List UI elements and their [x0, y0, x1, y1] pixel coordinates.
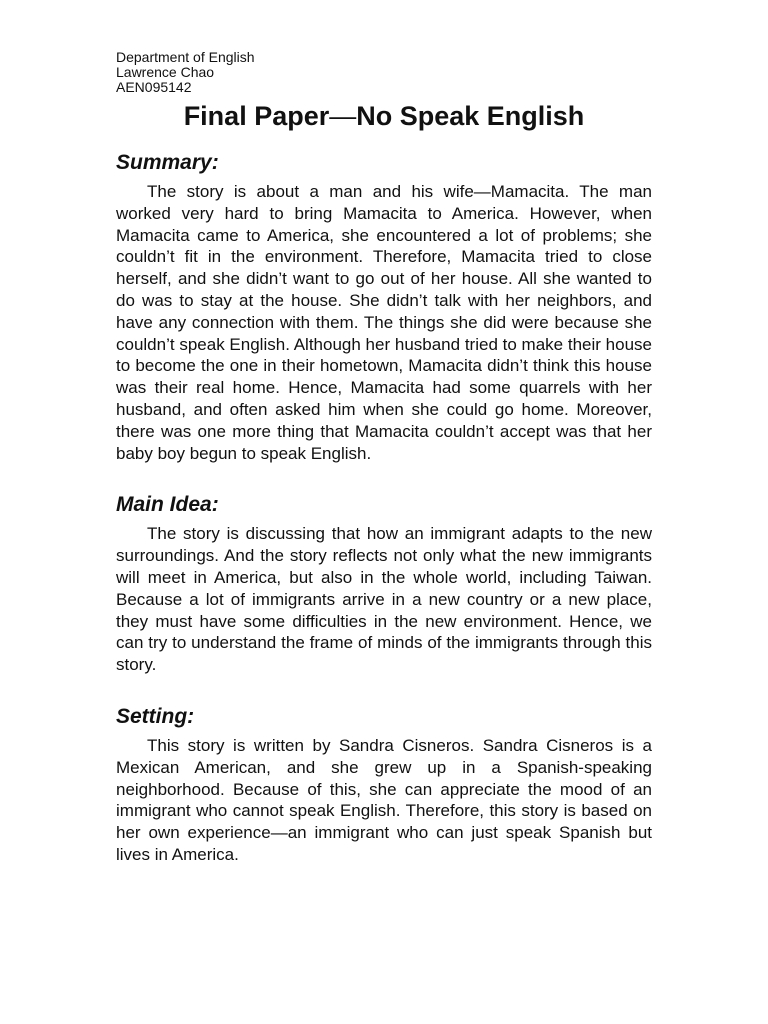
page-title: [116, 99, 652, 133]
author-name: Lawrence Chao: [116, 64, 215, 80]
main-idea-heading: Main Idea:: [116, 493, 219, 517]
summary-paragraph: The story is about a man and his wife—Mamacita. The man worked very hard to bring Mamacita to America. However, when Mamacita came to America, she encountered a lot of problems; she couldn’t fit in the environment. Therefore, Mamacita tried to close herself, and she didn’t want to go out of her house. All she wanted to do was to stay at the house. She didn’t talk with her neighbors, and have any connection with them. The things she did were because she couldn’t speak English. Although her husband tried to make their house to become the one in their hometown, Mamacita didn’t think this house was their real home. Hence, Mamacita had some quarrels with her husband, and often asked him when she could go home. Moreover, there was one more thing that Mamacita couldn’t accept was that her baby boy begun to speak English.: [116, 182, 652, 463]
author-header: [116, 50, 652, 95]
setting-paragraph: This story is written by Sandra Cisneros. Sandra Cisneros is a Mexican American, and she grew up in a Spanish-speaking neighborhood. Because of this, she can appreciate the mood of an immigrant who cannot speak English. Therefore, this story is based on her own experience—an immigrant who can just speak Spanish but lives in America.: [116, 735, 652, 864]
student-id: AEN095142: [116, 79, 192, 95]
title-dash: —: [329, 101, 357, 131]
title-main: Final Paper: [183, 101, 330, 131]
summary-heading: Summary:: [116, 151, 219, 174]
document-page: [116, 50, 652, 866]
department-line: Department of English: [116, 49, 255, 65]
main-idea-paragraph: The story is discussing that how an immigrant adapts to the new surroundings. And the story reflects not only what the new immigrants will meet in America, but also in the whole world, including Taiwan. Because a lot of immigrants arrive in a new country or a new place, they must have some difficulties in the new environment. Hence, we can try to understand the frame of minds of the immigrants through this story.: [116, 524, 652, 675]
title-sub: No Speak English: [356, 101, 585, 131]
setting-heading: Setting:: [116, 704, 195, 728]
